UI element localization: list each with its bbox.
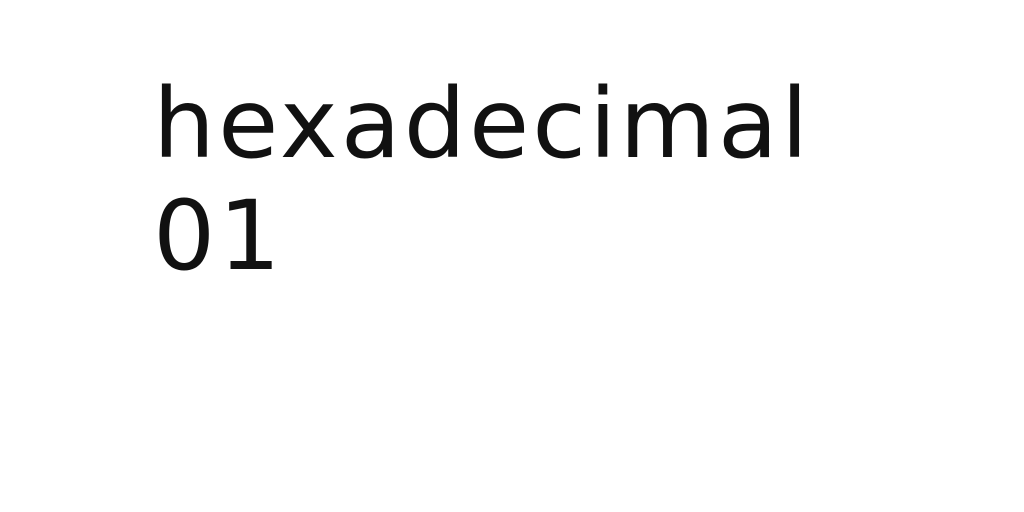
- word-hexadecimal: hexadecimal: [153, 68, 812, 180]
- text-block: [153, 68, 913, 292]
- number-01: 01: [153, 180, 284, 292]
